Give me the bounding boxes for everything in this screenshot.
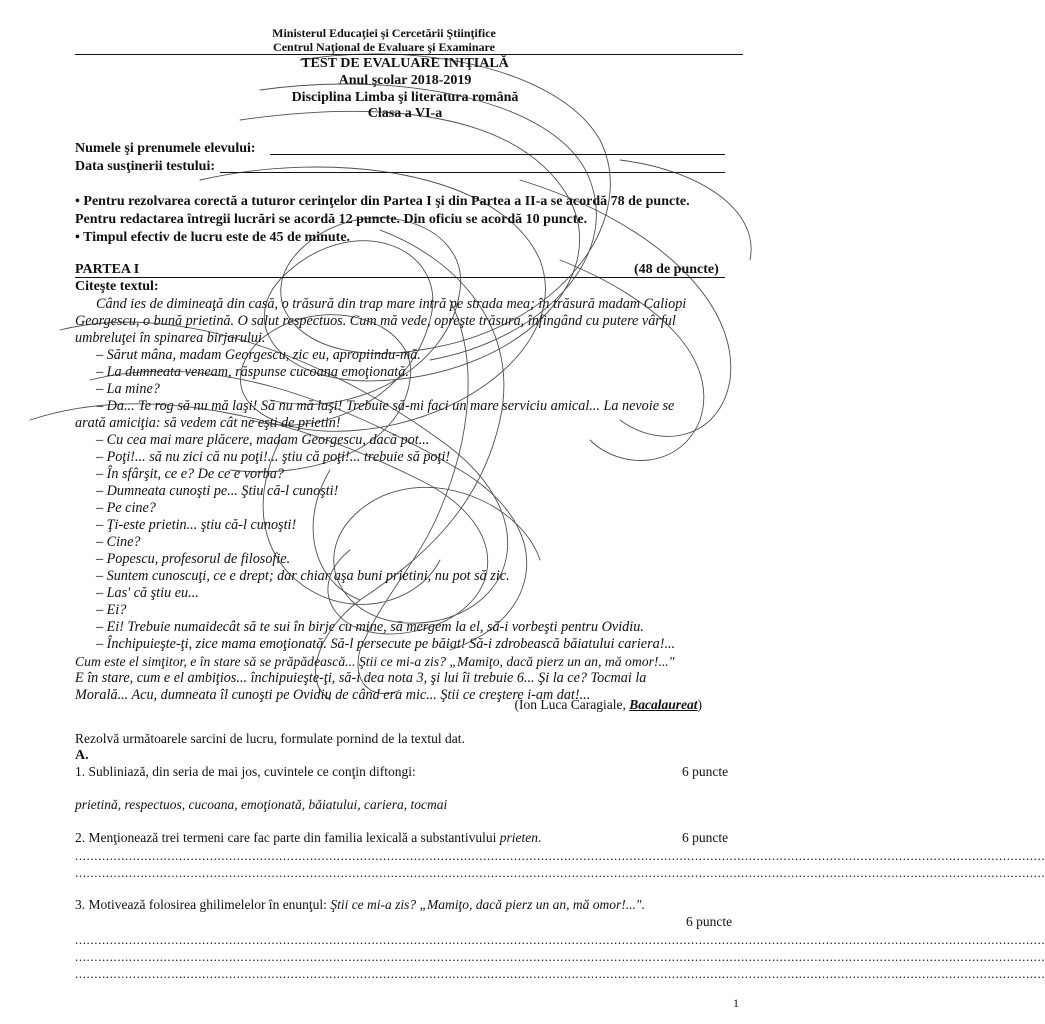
question-2-points: 6 puncte: [682, 830, 729, 845]
text-line: – Poţi!... să nu zici că nu poţi!... ştiu că poţi!... trebuie să poţi!: [96, 449, 451, 465]
part-one-label: PARTEA I: [75, 262, 140, 277]
question-3-text: 3. Motivează folosirea ghilimelelor în enunţul:: [75, 897, 327, 912]
text-line: – Cine?: [96, 534, 141, 550]
text-line: – În sfârşit, ce e? De ce e vorba?: [96, 466, 284, 482]
ministry-header: Ministerul Educaţiei şi Cercetării Ştiinţifice: [272, 26, 496, 40]
text-line: umbreluţei în spinarea birjarului.: [75, 330, 266, 346]
text-line: E în stare, cum e el ambiţios... închipuieşte-ţi, să-i dea nota 3, şi lui îi trebuie 6... Şi la ce? Tocmai la: [75, 670, 647, 686]
text-line: – Dumneata cunoşti pe... Ştiu că-l cunoşti!: [96, 483, 339, 499]
discipline: Disciplina Limba şi literatura română: [291, 90, 519, 105]
source-close: ): [697, 697, 702, 712]
question-2-period: .: [537, 830, 542, 845]
text-line: – Pe cine?: [96, 500, 156, 516]
instruction-extra-points: Pentru redactarea întregii lucrări se acordă 12 puncte. Din oficiu se acordă 10 puncte.: [75, 212, 588, 227]
read-text-label: Citeşte textul:: [75, 279, 159, 294]
section-a-label: A.: [75, 748, 89, 763]
text-line: Cum este el simţitor, e în stare să se prăpădească... Ştii ce mi-a zis? „Mamiţo, dacă pierz un an, mă omor!...": [75, 654, 675, 669]
test-date-label: Data susţinerii testului:: [75, 159, 215, 174]
answer-line[interactable]: ............................................................................................................................................................................................................................................................: [75, 865, 1045, 880]
text-line: – Las' că ştiu eu...: [96, 585, 199, 601]
text-line: – Ei! Trebuie numaidecât să te sui în birje cu mine, să mergem la el, să-i vorbeşti pentru Ovidiu.: [96, 619, 644, 635]
school-year: Anul şcolar 2018-2019: [338, 73, 472, 88]
question-1-words: prietină, respectuos, cucoana, emoţionată, băiatului, cariera, tocmai: [75, 797, 448, 812]
question-3-points: 6 puncte: [686, 914, 733, 929]
answer-line[interactable]: ............................................................................................................................................................................................................................................................: [75, 848, 1045, 863]
student-name-field[interactable]: [270, 154, 725, 155]
page-number: 1: [733, 996, 739, 1010]
question-2: [75, 830, 541, 846]
answer-line[interactable]: ............................................................................................................................................................................................................................................................: [75, 932, 1045, 947]
text-line: – Sărut mâna, madam Georgescu, zic eu, apropiindu-mă.: [96, 347, 421, 363]
text-line: – Da... Te rog să nu mă laşi! Să nu mă laşi! Trebuie să-mi faci un mare serviciu amical... La nevoie se: [96, 398, 675, 414]
text-source: [515, 697, 702, 713]
student-name-label: Numele şi prenumele elevului:: [75, 141, 256, 156]
question-1-points: 6 puncte: [682, 764, 729, 779]
part-one-points: (48 de puncte): [634, 262, 719, 277]
question-1: 1. Subliniază, din seria de mai jos, cuvintele ce conţin diftongi:: [75, 764, 416, 779]
class-level: Clasa a VI-a: [367, 106, 443, 121]
question-2-text: 2. Menţionează trei termeni care fac parte din familia lexicală a substantivului: [75, 830, 497, 845]
text-line: – Ei?: [96, 602, 127, 618]
part-one-divider: [75, 277, 725, 278]
text-line: – Închipuieşte-ţi, zice mama emoţionată. Să-l persecute pe băiat! Să-i zdrobească băiatului cariera!...: [96, 636, 676, 652]
source-work-title: Bacalaureat: [629, 697, 698, 712]
header-divider: [75, 54, 743, 55]
text-line: Morală... Acu, dumneata îl cunoşti pe Ovidiu de când era mic... Ştii ce creştere i-am dat!...: [75, 687, 591, 703]
instruction-scoring: • Pentru rezolvarea corectă a tuturor cerinţelor din Partea I şi din Partea a II-a se acordă 78 de puncte.: [75, 194, 690, 209]
tasks-intro: Rezolvă următoarele sarcini de lucru, formulate pornind de la textul dat.: [75, 731, 465, 746]
text-line: – Popescu, profesorul de filosofie.: [96, 551, 291, 567]
text-line: – Ţi-este prietin... ştiu că-l cunoşti!: [96, 517, 297, 533]
test-date-field[interactable]: [220, 172, 725, 173]
instruction-time: • Timpul efectiv de lucru este de 45 de minute.: [75, 230, 351, 245]
question-2-word: prieten: [499, 830, 538, 845]
question-3-quote: Ştii ce mi-a zis? „Mamiţo, dacă pierz un an, mă omor!...".: [330, 897, 645, 912]
text-line: Când ies de dimineaţă din casă, o trăsură din trap mare intră pe strada mea; în trăsură madam Caliopi: [96, 296, 687, 312]
answer-line[interactable]: ............................................................................................................................................................................................................................................................: [75, 966, 1045, 981]
text-line: arată amiciţia: să vedem cât ne eşti de prietin!: [75, 415, 341, 431]
text-line: – Suntem cunoscuţi, ce e drept; dar chiar aşa buni prietini, nu pot să zic.: [96, 568, 510, 584]
answer-line[interactable]: ............................................................................................................................................................................................................................................................: [75, 949, 1045, 964]
text-line: – Cu cea mai mare plăcere, madam Georgescu, dacă pot...: [96, 432, 430, 448]
test-title: TEST DE EVALUARE INIŢIALĂ: [301, 56, 509, 71]
text-line: Georgescu, o bună prietină. O salut respectuos. Cum mă vede, opreşte trăsura, înfingând cu putere vârful: [75, 313, 676, 329]
text-line: – La dumneata veneam, răspunse cucoana emoţionată.: [96, 364, 409, 380]
text-line: – La mine?: [96, 381, 160, 397]
center-header: Centrul Naţional de Evaluare şi Examinare: [273, 40, 495, 54]
source-author: (Ion Luca Caragiale,: [514, 697, 630, 712]
question-3: [75, 897, 645, 913]
